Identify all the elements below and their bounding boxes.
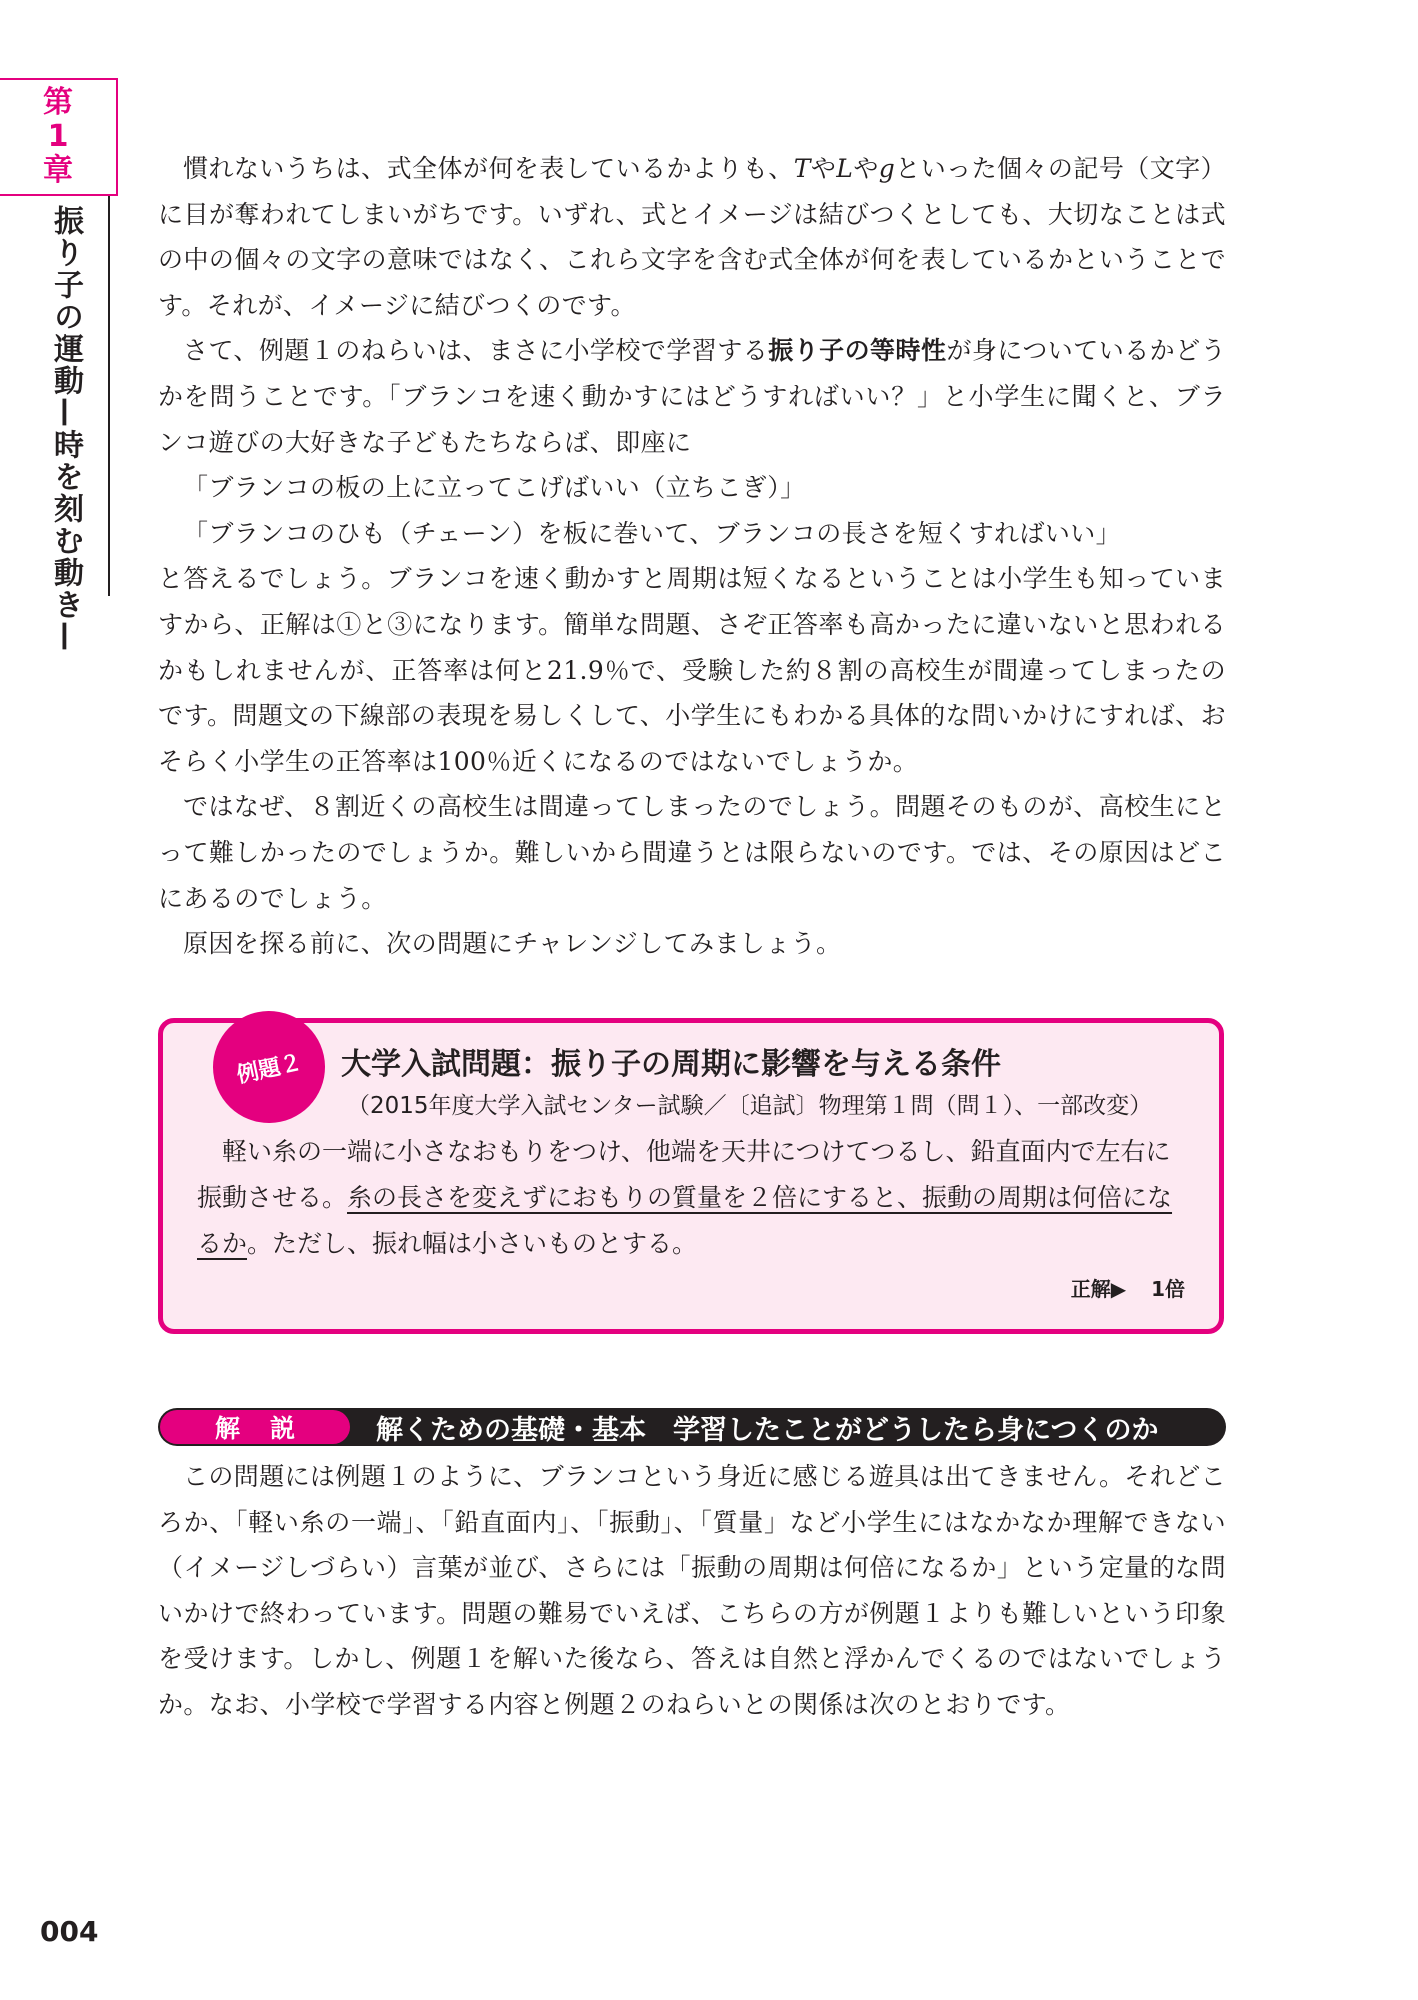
text-run: といった個々の記号（文字）に目が奪われてしまいがちです。いずれ、式とイメージは結びつくとしても、大切なことは式の中の個々の文字の意味ではなく、これら文字を含む式全体が何を表しているかということです。それが、イメージに結びつくのです。 <box>158 154 1226 320</box>
text-run: 。ただし、振れ幅は小さいものとする。 <box>247 1229 698 1258</box>
emphasis-text: 振り子の等時性 <box>768 336 947 366</box>
explanation-header <box>158 1408 1226 1446</box>
chapter-number-line1: 第 <box>43 85 73 120</box>
text-run: や <box>853 154 879 183</box>
explanation-title: 解くための基礎・基本 学習したことがどうしたら身につくのか <box>376 1414 1159 1446</box>
paragraph-1 <box>158 146 1226 328</box>
example-source: （2015年度大学入試センター試験／〔追試〕物理第１問（問１）、一部改変） <box>347 1093 1153 1119</box>
example-box <box>158 1018 1224 1334</box>
paragraph-5: 原因を探る前に、次の問題にチャレンジしてみましょう。 <box>183 929 842 959</box>
text-run: 慣れないうちは、式全体が何を表しているかよりも、 <box>183 154 794 183</box>
symbol-T: T <box>793 154 811 183</box>
text-run: さて、例題１のねらいは、まさに小学校で学習する <box>183 336 769 366</box>
example-badge: 例題２ <box>203 1001 336 1134</box>
paragraph-4: ではなぜ、８割近くの高校生は間違ってしまったのでしょう。問題そのものが、高校生にとって難しかったのでしょうか。難しいから間違うとは限らないのです。では、その原因はどこにあるのでしょう。 <box>158 792 1226 913</box>
symbol-g: g <box>878 154 896 183</box>
explanation-text <box>158 1454 1226 1728</box>
page-number: 004 <box>40 1915 99 1948</box>
underlined-text: 糸の長さを変えずにおもりの質量を２倍にすると、振動の周期は何倍になるか <box>197 1183 1173 1258</box>
answer-value: 1倍 <box>1151 1277 1185 1301</box>
text-run: が身についているかどうかを問うことです。「ブランコを速く動かすにはどうすればいい？」と小学生に聞くと、ブランコ遊びの大好きな子どもたちならば、即座に <box>158 336 1226 457</box>
explanation-paragraph: この問題には例題１のように、ブランコという身近に感じる遊具は出てきません。それどころか、「軽い糸の一端」、「鉛直面内」、「振動」、「質量」など小学生にはなかなか理解できない（イメージしづらい）言葉が並び、さらには「振動の周期は何倍になるか」という定量的な問いかけで終わっています。問題の難易でいえば、こちらの方が例題１よりも難しいという印象を受けます。しかし、例題１を解いた後なら、答えは自然と浮かんでくるのではないでしょうか。なお、小学校で学習する内容と例題２のねらいとの関係は次のとおりです。 <box>158 1462 1226 1719</box>
chapter-title: 振り子の運動—時を刻む動き— <box>48 205 83 653</box>
quote-2: 「ブランコのひも（チェーン）を板に巻いて、ブランコの長さを短くすればいい」 <box>183 518 1122 548</box>
answer <box>1071 1273 1185 1302</box>
chapter-number-line2: 1 <box>47 119 69 154</box>
paragraph-3: と答えるでしょう。ブランコを速く動かすと周期は短くなるということは小学生も知っていますから、正解は①と③になります。簡単な問題、さぞ正答率も高かったに違いないと思われるかもしれませんが、正答率は何と21.9％で、受験した約８割の高校生が間違ってしまったのです。問題文の下線部の表現を易しくして、小学生にもわかる具体的な問いかけにすれば、おそらく小学生の正答率は100％近くになるのではないでしょうか。 <box>158 564 1226 776</box>
chapter-tab <box>0 78 118 196</box>
example-title: 大学入試問題：振り子の周期に影響を与える条件 <box>341 1047 1001 1082</box>
chapter-divider <box>108 196 110 596</box>
paragraph-2 <box>158 328 1226 465</box>
example-question <box>197 1129 1187 1267</box>
symbol-L: L <box>836 154 854 183</box>
body-text <box>158 146 1226 967</box>
explanation-label: 解説 <box>160 1410 350 1444</box>
chapter-number-line3: 章 <box>43 153 73 188</box>
text-run: や <box>810 154 837 183</box>
quote-1: 「ブランコの板の上に立ってこげばいい（立ちこぎ）」 <box>183 473 806 503</box>
text-run: 軽い糸の一端に小さなおもりをつけ、他端を天井につけてつるし、鉛直面内で左右に振動させる。 <box>197 1137 1171 1212</box>
answer-label: 正解▶ <box>1070 1277 1127 1301</box>
